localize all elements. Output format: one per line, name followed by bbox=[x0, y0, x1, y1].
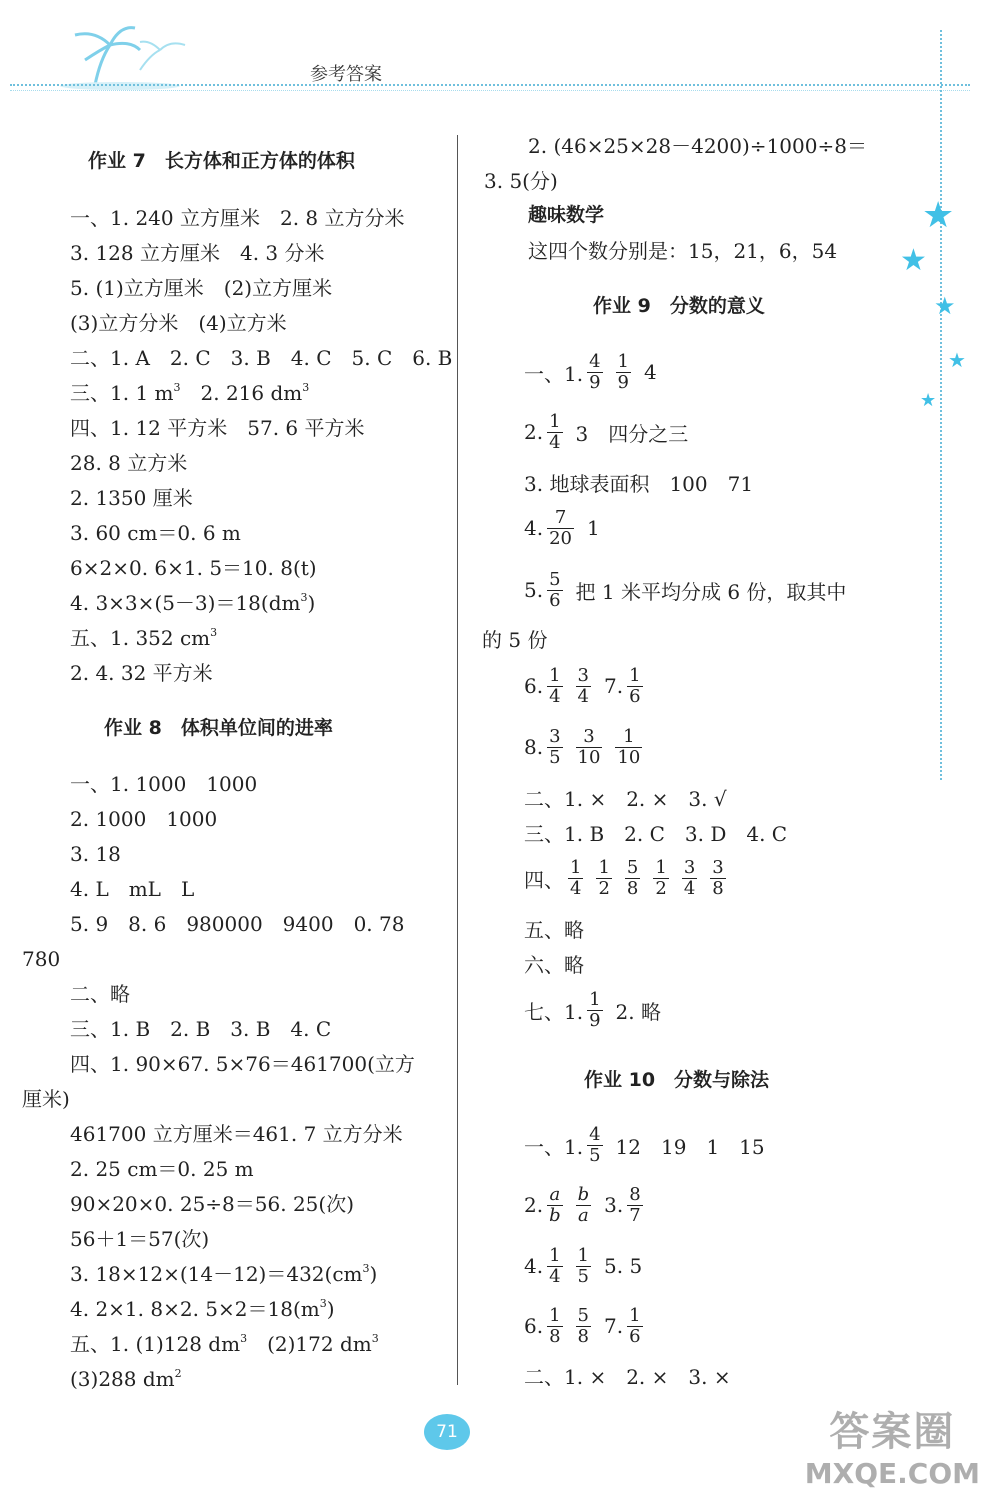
hw7-line: 3. 128 立方厘米 4. 3 分米 bbox=[70, 241, 325, 265]
fraction: 4 5 bbox=[589, 1124, 601, 1166]
fun-math-text: 这四个数分别是：15，21，6，54 bbox=[528, 239, 838, 263]
hw7-line: 3. 60 cm＝0. 6 m bbox=[70, 521, 241, 545]
hw9-s2: 二、1. × 2. × 3. √ bbox=[524, 787, 727, 811]
margin-dotted-line bbox=[940, 30, 942, 780]
fraction: 5 6 bbox=[549, 569, 561, 611]
star-icon: ★ bbox=[934, 292, 956, 320]
fraction: 4 9 bbox=[589, 351, 601, 393]
hw8-line: 一、1. 1000 1000 bbox=[70, 772, 258, 796]
hw7-line: 2. 4. 32 平方米 bbox=[70, 661, 213, 685]
hw8-line: 2. 1000 1000 bbox=[70, 807, 218, 831]
hw8-line: 56＋1＝57(次) bbox=[70, 1227, 210, 1251]
hw7-line: 一、1. 240 立方厘米 2. 8 立方分米 bbox=[70, 206, 405, 230]
hw9-s3: 三、1. B 2. C 3. D 4. C bbox=[524, 822, 788, 846]
hw8-line: 2. 25 cm＝0. 25 m bbox=[70, 1157, 254, 1181]
fraction: 1 4 bbox=[570, 857, 582, 899]
hw8-line: 三、1. B 2. B 3. B 4. C bbox=[70, 1017, 332, 1041]
hw7-line: (3)立方分米 (4)立方米 bbox=[70, 311, 287, 335]
fraction: 5 8 bbox=[626, 857, 639, 899]
hw9-q5-cont: 的 5 份 bbox=[482, 628, 548, 652]
header-divider-secondary bbox=[10, 90, 970, 91]
continued-line: 3. 5(分) bbox=[484, 169, 558, 193]
hw8-line: 4. 2×1. 8×2. $5\times 2=18(m^3)$ bbox=[70, 1297, 335, 1321]
hw8-line: 四、1. 90×67. 5×76＝461700(立方 bbox=[70, 1052, 415, 1076]
fraction: 1 9 bbox=[617, 351, 629, 393]
hw9-q2: 2. 1 4 3 四分之三 bbox=[524, 411, 689, 453]
fraction: a b bbox=[549, 1184, 561, 1226]
hw7-title: 作业 7 长方体和正方体的体积 bbox=[88, 150, 355, 172]
star-icon: ★ bbox=[900, 243, 927, 278]
hw8-line: 五、1. (1)128 $dm^3$ (2)172 $dm^3$ bbox=[70, 1332, 379, 1356]
hw7-line: 5. (1)立方厘米 (2)立方厘米 bbox=[70, 276, 333, 300]
fraction: b a bbox=[577, 1184, 590, 1226]
hw10-title: 作业 10 分数与除法 bbox=[584, 1069, 770, 1091]
hw9-q5: 5. 5 6 把 1 米平均分成 6 份，取其中 bbox=[524, 569, 847, 611]
hw10-s2: 二、1. × 2. × 3. × bbox=[524, 1365, 731, 1389]
hw8-line: 461700 立方厘米＝461. 7 立方分米 bbox=[70, 1122, 403, 1146]
hw9-s4: 四、 1 4 1 2 5 8 1 2 3 4 3 8 bbox=[524, 857, 724, 899]
fraction: 3 4 bbox=[683, 857, 696, 899]
hw7-line: 4. $3\times 3\times(5-3)=18(dm^3)$ bbox=[70, 591, 316, 615]
fraction: 1 6 bbox=[629, 665, 641, 707]
column-divider bbox=[457, 135, 458, 1385]
fun-math-title: 趣味数学 bbox=[528, 204, 605, 226]
fraction: 5 8 bbox=[577, 1305, 589, 1347]
hw9-q8: 8. 3 5 3 10 1 10 bbox=[524, 726, 641, 768]
hw7-line: 二、1. A 2. C 3. B 4. C 5. C 6. B bbox=[70, 346, 453, 370]
hw7-line: 2. 1350 厘米 bbox=[70, 486, 193, 510]
hw7-line: 6×2×0. 6×1. 5＝10. 8(t) bbox=[70, 556, 317, 580]
fraction: 1 2 bbox=[655, 857, 667, 899]
hw8-line: 780 bbox=[22, 947, 61, 971]
hw8-line: 二、略 bbox=[70, 982, 130, 1006]
hw10-q6: 6. 1 8 5 8 7. 1 6 bbox=[524, 1305, 641, 1347]
hw8-line: 3. $18\times 12\times(14-12)=432(cm^3)$ bbox=[70, 1262, 378, 1286]
hw9-q1: 一、1. 4 9 1 9 4 bbox=[524, 351, 657, 393]
fraction: 1 5 bbox=[577, 1245, 589, 1287]
fraction: 1 6 bbox=[629, 1305, 641, 1347]
header-title: 参考答案 bbox=[310, 64, 382, 85]
hw8-line: 3. 18 bbox=[70, 842, 121, 866]
hw9-s5: 五、略 bbox=[524, 918, 584, 942]
page-number: 71 bbox=[424, 1414, 470, 1450]
fraction: 1 9 bbox=[589, 989, 601, 1031]
star-icon: ★ bbox=[948, 348, 966, 372]
fraction: 3 5 bbox=[549, 726, 561, 768]
palm-tree-icon bbox=[40, 20, 200, 90]
star-icon: ★ bbox=[922, 195, 955, 236]
hw7-line: 28. 8 立方米 bbox=[70, 451, 188, 475]
hw8-line: 5. 9 8. 6 980000 9400 0. 78 bbox=[70, 912, 405, 936]
fraction: 3 8 bbox=[712, 857, 724, 899]
fraction: 1 4 bbox=[549, 411, 561, 453]
fraction: 1 2 bbox=[598, 857, 610, 899]
fraction: 1 10 bbox=[617, 726, 641, 768]
fraction: 1 8 bbox=[549, 1305, 561, 1347]
hw9-q6: 6. 1 4 3 4 7. 1 6 bbox=[524, 665, 641, 707]
hw9-q3: 3. 地球表面积 100 71 bbox=[524, 472, 754, 496]
fraction: 3 4 bbox=[577, 665, 589, 707]
hw7-line: 五、1. 352 $cm^3$ bbox=[70, 626, 218, 650]
continued-line: 2. (46×25×28－4200)÷1000÷8＝ bbox=[528, 134, 867, 158]
hw8-line: 4. L mL L bbox=[70, 877, 195, 901]
watermark: 答案圈 MXQE.COM bbox=[804, 1409, 980, 1490]
star-icon: ★ bbox=[920, 390, 937, 411]
hw9-q4: 4. 7 20 1 bbox=[524, 507, 600, 549]
hw9-s7: 七、1. 1 9 2. 略 bbox=[524, 989, 661, 1031]
hw9-s6: 六、略 bbox=[524, 953, 584, 977]
hw8-line: (3)288 $dm^2$ bbox=[70, 1367, 182, 1391]
hw9-title: 作业 9 分数的意义 bbox=[593, 295, 765, 317]
hw7-line: 四、1. 12 平方米 57. 6 平方米 bbox=[70, 416, 365, 440]
hw8-title: 作业 8 体积单位间的进率 bbox=[104, 717, 333, 739]
hw10-q2: 2. a b b a 3. 8 7 bbox=[524, 1184, 641, 1226]
hw10-q1: 一、1. 4 5 12 19 1 15 bbox=[524, 1124, 765, 1166]
fraction: 8 7 bbox=[629, 1184, 641, 1226]
hw8-line: 90×20×0. 25÷8＝56. 25(次) bbox=[70, 1192, 355, 1216]
fraction: 1 4 bbox=[549, 665, 561, 707]
header-divider bbox=[10, 84, 970, 86]
fraction: 7 20 bbox=[549, 507, 572, 549]
hw8-line: 厘米) bbox=[22, 1087, 70, 1111]
hw7-line: 三、1. 1 $m^3$ 2. 216 $dm^3$ bbox=[70, 381, 310, 405]
fraction: 1 4 bbox=[549, 1245, 561, 1287]
hw10-q4: 4. 1 4 1 5 5. 5 bbox=[524, 1245, 643, 1287]
fraction: 3 10 bbox=[577, 726, 601, 768]
